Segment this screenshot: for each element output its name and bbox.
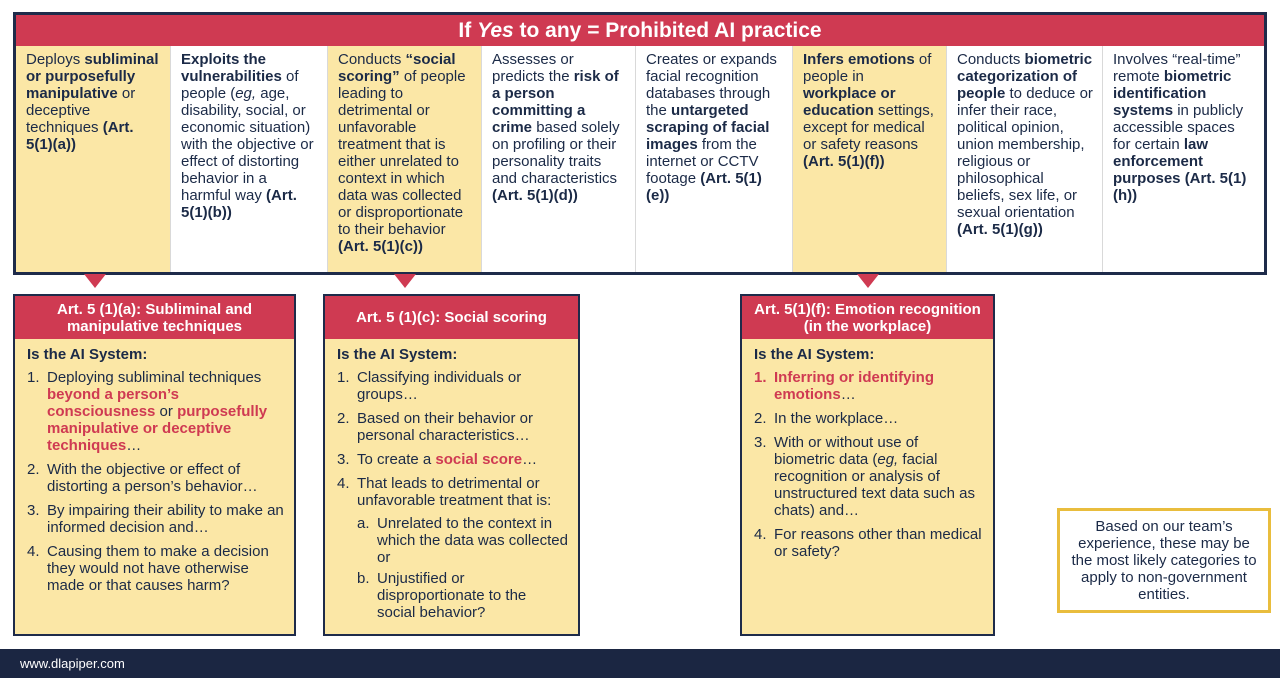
text-segment: To create a xyxy=(357,451,436,468)
text-segment: Inferring or identifying emotions xyxy=(774,369,934,403)
footer-url: www.dlapiper.com xyxy=(20,656,125,671)
text-segment: eg, xyxy=(877,451,899,468)
text-segment: subliminal or purposefully manipulative xyxy=(26,51,159,102)
criteria-item xyxy=(754,369,983,403)
item-number: 4. xyxy=(27,543,40,560)
card-subtitle: Is the AI System: xyxy=(337,346,458,363)
criteria-item xyxy=(27,502,284,536)
text-segment: Causing them to make a decision they would not have otherwise made or that causes harm? xyxy=(47,543,269,594)
text-segment: or xyxy=(155,403,178,420)
item-number: b. xyxy=(357,570,370,587)
sub-criteria-list xyxy=(357,515,568,621)
criteria-item xyxy=(357,570,568,621)
criteria-list xyxy=(754,369,983,560)
criteria-list xyxy=(337,369,568,621)
card-title: Art. 5(1)(f): Emotion recognition (in the workplace) xyxy=(742,296,993,339)
text-segment: workplace or education xyxy=(803,85,896,119)
text-segment: Conducts xyxy=(338,51,406,68)
text-segment: purposefully manipulative or deceptive techniques xyxy=(47,403,268,454)
text-segment: Unrelated to the context in which the data was collected or xyxy=(377,515,568,566)
text-segment: Deploying subliminal techniques xyxy=(47,369,262,386)
text-segment: Exploits the vulnerabilities xyxy=(181,51,282,85)
text-segment: (Art. 5(1)(h)) xyxy=(1113,170,1247,204)
text-segment: Classifying individuals or groups… xyxy=(357,369,522,403)
item-number: 3. xyxy=(27,502,40,519)
item-number: 4. xyxy=(754,526,767,543)
text-segment: social score xyxy=(435,451,523,468)
card-title: Art. 5 (1)(a): Subliminal and manipulative techniques xyxy=(15,296,294,339)
practice-columns xyxy=(16,46,1264,272)
text-segment: biometric identification systems xyxy=(1113,68,1232,119)
practice-column xyxy=(635,46,792,272)
text-segment: Based on their behavior or personal characteristics… xyxy=(357,410,533,444)
criteria-item xyxy=(337,475,568,621)
text-segment: … xyxy=(126,437,142,454)
text-segment: of people in xyxy=(803,51,932,85)
text-segment: … xyxy=(840,386,856,403)
footer xyxy=(0,649,1280,678)
item-number: 1. xyxy=(754,369,767,386)
text-segment: of people ( xyxy=(181,68,299,102)
text-segment: “social scoring” xyxy=(338,51,456,85)
text-segment: With or without use of biometric data ( xyxy=(774,434,919,468)
practice-column xyxy=(946,46,1102,272)
text-segment: Unjustified or disproportionate to the social behavior? xyxy=(377,570,527,621)
practice-column xyxy=(327,46,481,272)
item-number: 1. xyxy=(27,369,40,386)
text-segment: (Art. 5(1)(e)) xyxy=(646,170,762,204)
text-segment: … xyxy=(522,451,538,468)
item-number: 2. xyxy=(337,410,350,427)
text-segment: (Art. 5(1)(b)) xyxy=(181,187,297,221)
criteria-item xyxy=(337,451,568,468)
criteria-item xyxy=(754,434,983,519)
card-subliminal xyxy=(13,294,296,636)
text-segment: risk of a person committing a crime xyxy=(492,68,619,136)
card-social-scoring xyxy=(323,294,580,636)
table-header: If Yes to any = Prohibited AI practice xyxy=(16,15,1264,46)
text-segment: age, disability, social, or economic situation) with the objective or effect of distorting behavior in a harmful way xyxy=(181,85,314,204)
text-segment: (Art. 5(1)(a)) xyxy=(26,119,134,153)
practice-column xyxy=(1102,46,1264,272)
criteria-item xyxy=(357,515,568,566)
criteria-item xyxy=(337,369,568,403)
arrow-down-icon xyxy=(84,274,106,288)
text-segment: to deduce or infer their race, political opinion, union membership, religious or philosophical beliefs, sex life, or sexual orientation xyxy=(957,85,1093,221)
criteria-item xyxy=(27,461,284,495)
text-segment: Conducts xyxy=(957,51,1025,68)
text-segment: settings, except for medical or safety reasons xyxy=(803,102,934,153)
text-segment: untargeted scraping of facial images xyxy=(646,102,770,153)
text-segment: eg, xyxy=(235,85,257,102)
text-segment: (Art. 5(1)(d)) xyxy=(492,187,578,204)
text-segment: By impairing their ability to make an informed decision and… xyxy=(47,502,284,536)
item-number: a. xyxy=(357,515,370,532)
item-number: 3. xyxy=(754,434,767,451)
card-subtitle: Is the AI System: xyxy=(754,346,875,363)
text-segment: For reasons other than medical or safety? xyxy=(774,526,982,560)
card-subtitle: Is the AI System: xyxy=(27,346,148,363)
card-emotion-recognition xyxy=(740,294,995,636)
item-number: 4. xyxy=(337,475,350,492)
team-note: Based on our team’s experience, these may be the most likely categories to apply to non-government entities. xyxy=(1057,508,1271,613)
text-segment: law enforcement purposes xyxy=(1113,136,1209,187)
text-segment: or deceptive techniques xyxy=(26,85,136,136)
item-number: 2. xyxy=(754,410,767,427)
text-segment: beyond a person’s consciousness xyxy=(47,386,179,420)
text-segment: Deploys xyxy=(26,51,85,68)
criteria-item xyxy=(754,526,983,560)
item-number: 3. xyxy=(337,451,350,468)
text-segment: in publicly accessible spaces for certain xyxy=(1113,102,1244,153)
text-segment: from the internet or CCTV footage xyxy=(646,136,759,187)
text-segment: Creates or expands facial recognition databases through the xyxy=(646,51,777,119)
item-number: 2. xyxy=(27,461,40,478)
text-segment: (Art. 5(1)(g)) xyxy=(957,221,1043,238)
practice-column xyxy=(16,46,170,272)
criteria-item xyxy=(27,369,284,454)
text-segment: biometric categorization of people xyxy=(957,51,1093,102)
text-segment: Infers emotions xyxy=(803,51,915,68)
criteria-item xyxy=(337,410,568,444)
criteria-item xyxy=(754,410,983,427)
arrow-down-icon xyxy=(394,274,416,288)
practice-column xyxy=(792,46,946,272)
prohibited-practices-table xyxy=(13,12,1267,275)
text-segment: of people leading to detrimental or unfavorable treatment that is either unrelated to context in which data was collected or disproportionate to their behavior xyxy=(338,68,466,238)
text-segment: (Art. 5(1)(c)) xyxy=(338,238,423,255)
text-segment: Involves “real-time” remote xyxy=(1113,51,1241,85)
text-segment: (Art. 5(1)(f)) xyxy=(803,153,885,170)
text-segment: Assesses or predicts the xyxy=(492,51,574,85)
card-title: Art. 5 (1)(c): Social scoring xyxy=(325,296,578,339)
practice-column xyxy=(481,46,635,272)
text-segment: With the objective or effect of distorting a person’s behavior… xyxy=(47,461,258,495)
item-number: 1. xyxy=(337,369,350,386)
text-segment: In the workplace… xyxy=(774,410,899,427)
criteria-item xyxy=(27,543,284,594)
text-segment: That leads to detrimental or unfavorable treatment that is: xyxy=(357,475,552,509)
text-segment: based solely on profiling or their personality traits and characteristics xyxy=(492,119,620,187)
criteria-list xyxy=(27,369,284,594)
practice-column xyxy=(170,46,327,272)
text-segment: facial recognition or analysis of unstructured text data such as chats) and… xyxy=(774,451,975,519)
arrow-down-icon xyxy=(857,274,879,288)
